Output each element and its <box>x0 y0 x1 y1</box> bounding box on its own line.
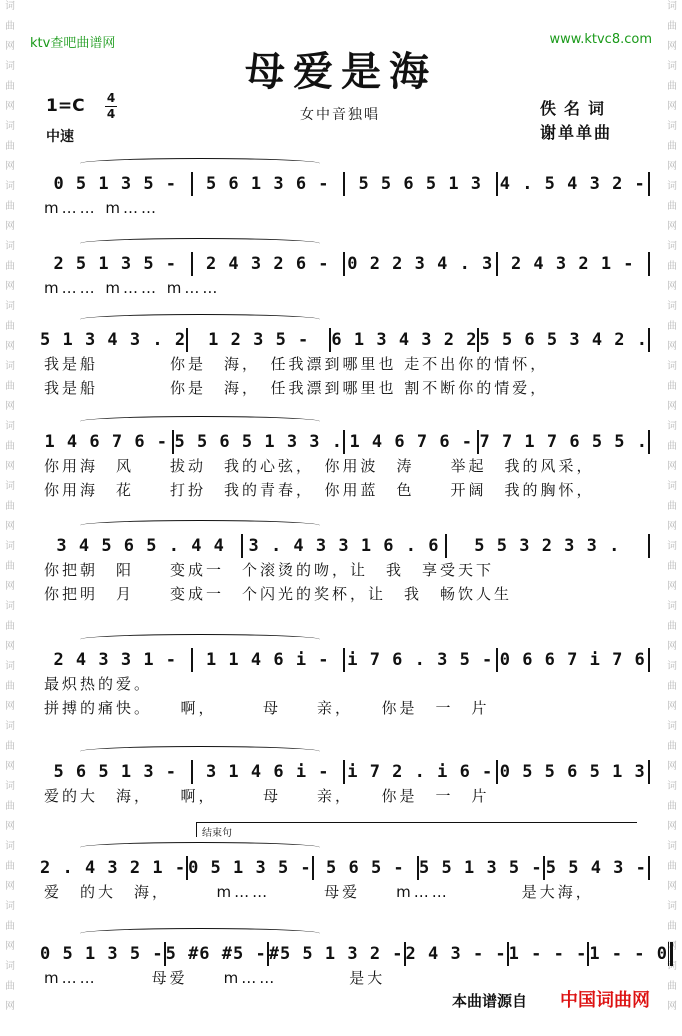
score-system <box>40 252 650 300</box>
measure: 3 4 5 6 5 . 4 4 <box>56 536 225 556</box>
watermark-char: 词 <box>5 541 15 552</box>
watermark-char: 曲 <box>5 861 15 872</box>
watermark-char: 网 <box>667 581 677 592</box>
watermark-char: 词 <box>5 361 15 372</box>
watermark-char: 曲 <box>667 741 677 752</box>
watermark-char: 网 <box>5 41 15 52</box>
slur-arc <box>80 928 320 939</box>
measure: 7 7 1 7 6 5 5 . <box>479 432 648 452</box>
measure: 0 5 1 3 5 - <box>40 944 164 964</box>
watermark-char: 词 <box>667 1 677 12</box>
watermark-char: 词 <box>667 661 677 672</box>
watermark-char: 词 <box>667 421 677 432</box>
score-system <box>40 328 650 400</box>
watermark-char: 网 <box>667 221 677 232</box>
measure: 1 4 6 7 6 - <box>349 432 474 452</box>
measure: 2 4 3 2 1 - <box>510 254 635 274</box>
watermark-char: 曲 <box>667 921 677 932</box>
lyric-line: 我是船 你是 海， 任我漂到哪里也 割不断你的情爱， <box>44 379 549 397</box>
measure: 5 6 5 - <box>326 858 405 878</box>
watermark-char: 曲 <box>667 801 677 812</box>
watermark-char: 词 <box>5 1 15 12</box>
watermark-char: 网 <box>5 101 15 112</box>
watermark-char: 词 <box>667 181 677 192</box>
notes-row <box>40 172 650 196</box>
watermark-char: 词 <box>667 901 677 912</box>
lyric-line: m…… m…… <box>44 199 159 217</box>
barline <box>648 328 650 352</box>
lyric-line: 你用海 花 打扮 我的青春， 你用蓝 色 开阔 我的胸怀， <box>44 481 595 499</box>
watermark-char: 词 <box>667 361 677 372</box>
slur-arc <box>80 634 320 645</box>
watermark-char: 曲 <box>5 741 15 752</box>
watermark-char: 网 <box>5 821 15 832</box>
score-system <box>40 942 668 990</box>
watermark-char: 词 <box>667 721 677 732</box>
measure: #5 5 1 3 2 - <box>268 944 404 964</box>
time-top: 4 <box>106 91 116 105</box>
site-name-left[interactable]: ktv查吧曲谱网 <box>30 36 116 51</box>
watermark-char: 网 <box>5 1001 15 1012</box>
watermark-char: 词 <box>5 421 15 432</box>
watermark-char: 网 <box>667 161 677 172</box>
watermark-char: 曲 <box>667 21 677 32</box>
lyric-line: m…… 母爱 m…… 是大 <box>44 969 386 987</box>
watermark-char: 词 <box>667 601 677 612</box>
measure: 5 6 1 3 6 - <box>205 174 330 194</box>
watermark-char: 网 <box>667 101 677 112</box>
measure: 1 - - 0 <box>589 944 668 964</box>
watermark-char: 词 <box>5 61 15 72</box>
lyric-line: 你把明 月 变成一 个闪光的奖杯，让 我 畅饮人生 <box>44 585 513 603</box>
watermark-char: 曲 <box>667 141 677 152</box>
barline <box>668 942 673 966</box>
watermark-char: 网 <box>667 701 677 712</box>
measure: 2 5 1 3 5 - <box>53 254 178 274</box>
slur-arc <box>80 238 320 249</box>
watermark-char: 曲 <box>5 621 15 632</box>
measure: 5 6 5 1 3 - <box>53 762 178 782</box>
watermark-char: 网 <box>667 521 677 532</box>
watermark-char: 词 <box>667 241 677 252</box>
score-system <box>40 172 650 220</box>
key-signature: 1=C <box>46 96 85 116</box>
watermark-char: 曲 <box>5 141 15 152</box>
measure: 4 . 5 4 3 2 - <box>499 174 646 194</box>
measure: 2 . 4 3 2 1 - <box>40 858 187 878</box>
lyric-line: m…… m…… m…… <box>44 279 221 297</box>
watermark-char: 曲 <box>667 381 677 392</box>
watermark-char: 网 <box>667 1001 677 1012</box>
notes-row <box>40 856 650 880</box>
barline <box>648 760 650 784</box>
watermark-char: 词 <box>667 301 677 312</box>
measure: 5 5 3 2 3 3 . <box>474 536 621 556</box>
watermark-char: 词 <box>5 181 15 192</box>
watermark-char: 曲 <box>667 501 677 512</box>
measure: 0 5 1 3 5 - <box>188 858 312 878</box>
score-system <box>40 856 650 904</box>
measure: 1 2 3 5 - <box>208 330 310 350</box>
brand-logo-text[interactable]: 中国词曲网 <box>560 990 650 1011</box>
lyric-line: 爱 的大 海， m…… 母爱 m…… 是大海， <box>44 883 594 901</box>
measure: 2 4 3 2 6 - <box>205 254 330 274</box>
measure: 3 1 4 6 i - <box>205 762 330 782</box>
watermark-char: 曲 <box>667 981 677 992</box>
watermark-char: 曲 <box>5 81 15 92</box>
watermark-char: 网 <box>5 341 15 352</box>
watermark-char: 网 <box>667 641 677 652</box>
measure: 3 . 4 3 3 1 6 . 6 <box>248 536 440 556</box>
watermark-char: 词 <box>667 841 677 852</box>
site-url-right[interactable]: www.ktvc8.com <box>549 32 652 47</box>
slur-arc <box>80 416 320 427</box>
watermark-char: 曲 <box>667 321 677 332</box>
watermark-char: 曲 <box>5 441 15 452</box>
watermark-char: 网 <box>667 761 677 772</box>
barline <box>648 252 650 276</box>
measure: i 7 2 . i 6 - <box>347 762 494 782</box>
watermark-char: 网 <box>667 461 677 472</box>
score-system <box>40 430 650 502</box>
watermark-char: 词 <box>5 901 15 912</box>
watermark-char: 曲 <box>667 201 677 212</box>
watermark-char: 词 <box>667 541 677 552</box>
measure: 0 6 6 7 i 7 6 <box>499 650 646 670</box>
watermark-char: 曲 <box>667 861 677 872</box>
watermark-char: 词 <box>5 721 15 732</box>
watermark-left <box>0 0 20 1036</box>
notes-row <box>40 252 650 276</box>
measure: i 7 6 . 3 5 - <box>347 650 494 670</box>
end-section-bracket <box>196 822 637 837</box>
source-note: 本曲谱源自 <box>452 992 528 1010</box>
watermark-char: 网 <box>5 641 15 652</box>
notes-row <box>40 534 650 558</box>
watermark-char: 曲 <box>5 501 15 512</box>
watermark-char: 词 <box>5 601 15 612</box>
watermark-char: 词 <box>5 781 15 792</box>
slur-arc <box>80 158 320 169</box>
measure: 5 5 1 3 5 - <box>419 858 543 878</box>
watermark-char: 词 <box>5 841 15 852</box>
watermark-char: 曲 <box>667 441 677 452</box>
lyric-line: 最炽热的爱。 <box>44 675 153 693</box>
end-section-marker: 结束句 <box>202 828 232 839</box>
watermark-char: 词 <box>667 61 677 72</box>
watermark-char: 网 <box>5 581 15 592</box>
watermark-char: 曲 <box>5 21 15 32</box>
watermark-char: 网 <box>5 401 15 412</box>
barline <box>648 534 650 558</box>
watermark-char: 词 <box>667 121 677 132</box>
watermark-char: 网 <box>5 461 15 472</box>
score-system <box>40 534 650 606</box>
watermark-char: 曲 <box>667 681 677 692</box>
watermark-char: 网 <box>5 881 15 892</box>
watermark-char: 词 <box>5 661 15 672</box>
measure: 2 4 3 - - <box>405 944 507 964</box>
slur-arc <box>80 520 320 531</box>
watermark-right <box>662 0 682 1036</box>
measure: 5 5 6 5 1 3 <box>358 174 483 194</box>
watermark-char: 网 <box>667 821 677 832</box>
notes-row <box>40 430 650 454</box>
watermark-char: 词 <box>5 121 15 132</box>
time-bottom: 4 <box>106 107 116 121</box>
barline <box>648 856 650 880</box>
measure: 1 - - - <box>508 944 588 964</box>
watermark-char: 曲 <box>667 261 677 272</box>
watermark-char: 网 <box>5 521 15 532</box>
barline <box>648 430 650 454</box>
watermark-char: 曲 <box>5 561 15 572</box>
watermark-char: 曲 <box>5 201 15 212</box>
score-system <box>40 760 650 808</box>
measure: 5 #6 #5 - <box>165 944 267 964</box>
watermark-char: 词 <box>667 781 677 792</box>
watermark-char: 曲 <box>5 261 15 272</box>
watermark-char: 网 <box>667 941 677 952</box>
notes-row <box>40 648 650 672</box>
watermark-char: 网 <box>5 221 15 232</box>
watermark-char: 网 <box>5 941 15 952</box>
measure: 5 5 6 5 1 3 3 . <box>174 432 343 452</box>
watermark-char: 曲 <box>5 801 15 812</box>
lyric-line: 你把朝 阳 变成一 个滚烫的吻，让 我 享受天下 <box>44 561 495 579</box>
measure: 5 1 3 4 3 . 2 <box>40 330 187 350</box>
watermark-char: 词 <box>5 241 15 252</box>
watermark-char: 词 <box>5 301 15 312</box>
watermark-char: 曲 <box>667 81 677 92</box>
watermark-char: 网 <box>667 881 677 892</box>
watermark-char: 网 <box>5 161 15 172</box>
measure: 0 5 5 6 5 1 3 <box>499 762 646 782</box>
lyric-line: 你用海 风 拔动 我的心弦， 你用波 涛 举起 我的风采， <box>44 457 595 475</box>
barline <box>648 648 650 672</box>
watermark-char: 网 <box>5 281 15 292</box>
watermark-char: 曲 <box>5 981 15 992</box>
measure: 0 2 2 3 4 . 3 <box>347 254 494 274</box>
watermark-char: 曲 <box>667 621 677 632</box>
watermark-char: 网 <box>5 701 15 712</box>
watermark-char: 曲 <box>5 381 15 392</box>
measure: 0 5 1 3 5 - <box>53 174 178 194</box>
notes-row <box>40 760 650 784</box>
time-signature <box>105 92 117 121</box>
measure: 1 4 6 7 6 - <box>44 432 169 452</box>
watermark-char: 网 <box>5 761 15 772</box>
lyric-line: 拼搏的痛快。 啊， 母 亲， 你是 一 片 <box>44 699 490 717</box>
slur-arc <box>80 314 320 325</box>
measure: 2 4 3 3 1 - <box>53 650 178 670</box>
watermark-char: 网 <box>667 341 677 352</box>
watermark-char: 曲 <box>5 321 15 332</box>
barline <box>648 172 650 196</box>
notes-row <box>40 942 668 966</box>
lyric-line: 爱的大 海， 啊， 母 亲， 你是 一 片 <box>44 787 490 805</box>
watermark-char: 曲 <box>5 681 15 692</box>
voice-type: 女中音独唱 <box>300 107 380 123</box>
watermark-char: 词 <box>5 481 15 492</box>
watermark-char: 曲 <box>5 921 15 932</box>
watermark-char: 词 <box>667 481 677 492</box>
slur-arc <box>80 746 320 757</box>
watermark-char: 词 <box>5 961 15 972</box>
watermark-char: 网 <box>667 41 677 52</box>
lyric-line: 我是船 你是 海， 任我漂到哪里也 走不出你的情怀， <box>44 355 549 373</box>
notes-row <box>40 328 650 352</box>
score-system <box>40 648 650 720</box>
slur-arc <box>80 842 320 853</box>
song-title: 母爱是海 <box>245 49 437 95</box>
tempo-marking: 中速 <box>46 129 74 145</box>
measure: 5 5 6 5 3 4 2 . <box>479 330 648 350</box>
composer-credit: 谢单单曲 <box>540 123 613 142</box>
lyricist-credit: 佚名词 <box>540 99 613 118</box>
watermark-char: 曲 <box>667 561 677 572</box>
watermark-char: 网 <box>667 401 677 412</box>
measure: 5 5 4 3 - <box>545 858 647 878</box>
watermark-char: 网 <box>667 281 677 292</box>
measure: 6 1 3 4 3 2 2 <box>331 330 478 350</box>
measure: 1 1 4 6 i - <box>205 650 330 670</box>
watermark-char: 词 <box>667 961 677 972</box>
